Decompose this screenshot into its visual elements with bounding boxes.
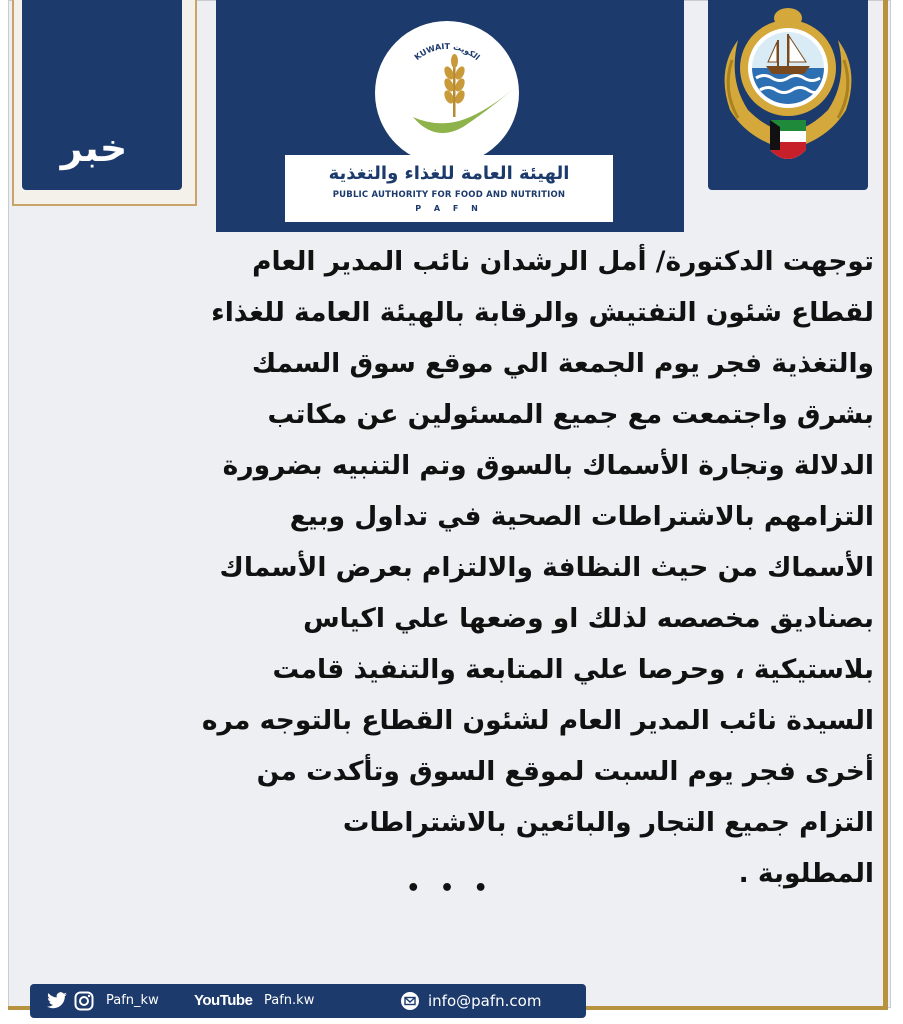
article-line: التزامهم بالاشتراطات الصحية في تداول وبيع — [289, 501, 874, 532]
kuwait-emblem-icon — [708, 0, 868, 190]
article-end-mark: • • • — [406, 876, 494, 901]
article-line: بشرق واجتمعت مع جميع المسئولين عن مكاتب — [267, 399, 874, 430]
org-abbreviation: P A F N — [415, 204, 483, 213]
article-line: والتغذية فجر يوم الجمعة الي موقع سوق السمك — [251, 348, 874, 379]
article-line: السيدة نائب المدير العام لشئون القطاع بالتوجه مره — [201, 705, 874, 736]
social-footer — [30, 984, 586, 1018]
article-line: الدلالة وتجارة الأسماك بالسوق وتم التنبيه بضرورة — [222, 450, 874, 481]
article-line: الأسماك من حيث النظافة والالتزام بعرض الأسماك — [219, 552, 874, 583]
article-body — [20, 236, 882, 899]
swoosh-icon — [413, 79, 519, 133]
wheat-icon — [442, 54, 466, 117]
article-line: المطلوبة . — [738, 858, 874, 889]
pafn-logo-icon — [372, 18, 522, 168]
emblem-panel — [708, 0, 868, 190]
article-line: بلاستيكية ، وحرصا علي المتابعة والتنفيذ قامت — [272, 654, 874, 685]
article-line: أخرى فجر يوم السبت لموقع السوق وتأكدت من — [256, 756, 874, 787]
youtube-handle[interactable]: Pafn.kw — [264, 993, 315, 1008]
article-line: التزام جميع التجار والبائعين بالاشتراطات — [342, 807, 874, 838]
instagram-icon[interactable] — [74, 991, 94, 1011]
email-icon[interactable] — [400, 991, 420, 1011]
article-line: لقطاع شئون التفتيش والرقابة بالهيئة العامة للغذاء — [211, 297, 874, 328]
org-name-arabic: الهيئة العامة للغذاء والتغذية — [328, 163, 570, 184]
org-name-english: PUBLIC AUTHORITY FOR FOOD AND NUTRITION — [332, 190, 566, 200]
news-tag — [22, 0, 182, 190]
article-line: توجهت الدكتورة/ أمل الرشدان نائب المدير العام — [252, 246, 874, 277]
email-link[interactable]: info@pafn.com — [428, 992, 542, 1010]
article-line: بصناديق مخصصه لذلك او وضعها علي اكياس — [303, 603, 874, 634]
gold-border-right — [883, 0, 888, 1010]
twitter-icon[interactable] — [46, 992, 68, 1010]
twitter-instagram-handle[interactable]: Pafn_kw — [106, 993, 159, 1008]
logo-arc-text: KUWAIT الكويت — [412, 41, 482, 63]
news-tag-label: خبر — [60, 126, 128, 170]
youtube-icon[interactable]: YouTube — [194, 992, 253, 1009]
